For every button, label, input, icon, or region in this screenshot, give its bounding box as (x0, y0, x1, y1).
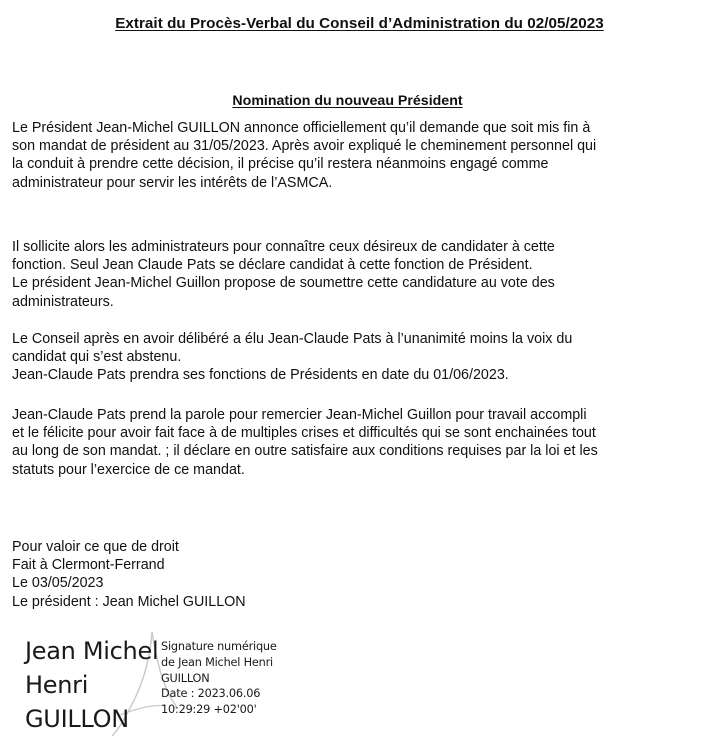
paragraph-line: Le Président Jean-Michel GUILLON annonce officiellement qu’il demande que soit mis fin à (12, 120, 591, 136)
paragraph-line: Le Conseil après en avoir délibéré a élu Jean-Claude Pats à l’unanimité moins la voix du (12, 331, 573, 347)
paragraph-line: Le président Jean-Michel Guillon propose de soumettre cette candidature au vote des (12, 275, 555, 292)
paragraph-line: la conduit à prendre cette décision, il précise qu’il restera néanmoins engagé comme (12, 156, 549, 173)
signature-name-line: Henri (25, 671, 89, 699)
paragraph-acceptance-speech (12, 406, 717, 479)
signature-detail-line: Signature numérique (161, 640, 277, 653)
signature-date-line: Date : 2023.06.06 (161, 687, 261, 701)
section-title: Nomination du nouveau Président (232, 93, 463, 109)
signature-time-line: 10:29:29 +02'00' (161, 703, 257, 717)
closing-block (12, 538, 246, 611)
paragraph-line: administrateur pour servir les intérêts de l’ASMCA. (12, 174, 333, 191)
paragraph-line: fonction. Seul Jean Claude Pats se déclare candidat à cette fonction de Président. (12, 257, 533, 274)
paragraph-line: Jean-Claude Pats prendra ses fonctions de Présidents en date du 01/06/2023. (12, 367, 509, 384)
document-title: Extrait du Procès-Verbal du Conseil d’Administration du 02/05/2023 (115, 15, 604, 32)
closing-formula: Pour valoir ce que de droit (12, 539, 179, 555)
signature-name-line: Jean Michel (25, 637, 159, 665)
paragraph-line: Il sollicite alors les administrateurs pour connaître ceux désireux de candidater à cette (12, 239, 555, 255)
paragraph-line: Jean-Claude Pats prend la parole pour remercier Jean-Michel Guillon pour travail accompli (12, 407, 587, 423)
paragraph-resignation (12, 119, 717, 192)
closing-place: Fait à Clermont-Ferrand (12, 557, 165, 574)
closing-signatory: Le président : Jean Michel GUILLON (12, 593, 246, 610)
paragraph-line: au long de son mandat. ; il déclare en outre satisfaire aux conditions requises par la loi et les (12, 443, 598, 460)
signature-name (25, 634, 158, 736)
paragraph-line: son mandat de président au 31/05/2023. Après avoir expliqué le cheminement personnel qui (12, 138, 597, 155)
digital-signature-details[interactable] (161, 639, 277, 718)
paragraph-election (12, 330, 717, 385)
signature-detail-line: de Jean Michel Henri (161, 655, 273, 669)
signature-detail-line: GUILLON (161, 671, 210, 685)
paragraph-candidature (12, 238, 717, 311)
signature-name-line: GUILLON (25, 705, 129, 733)
paragraph-line: statuts pour l’exercice de ce mandat. (12, 461, 245, 478)
paragraph-line: candidat qui s’est abstenu. (12, 349, 182, 366)
paragraph-line: administrateurs. (12, 293, 114, 310)
closing-date: Le 03/05/2023 (12, 575, 104, 592)
paragraph-line: et le félicite pour avoir fait face à de multiples crises et difficultés qui se sont enchainées tout (12, 425, 596, 442)
